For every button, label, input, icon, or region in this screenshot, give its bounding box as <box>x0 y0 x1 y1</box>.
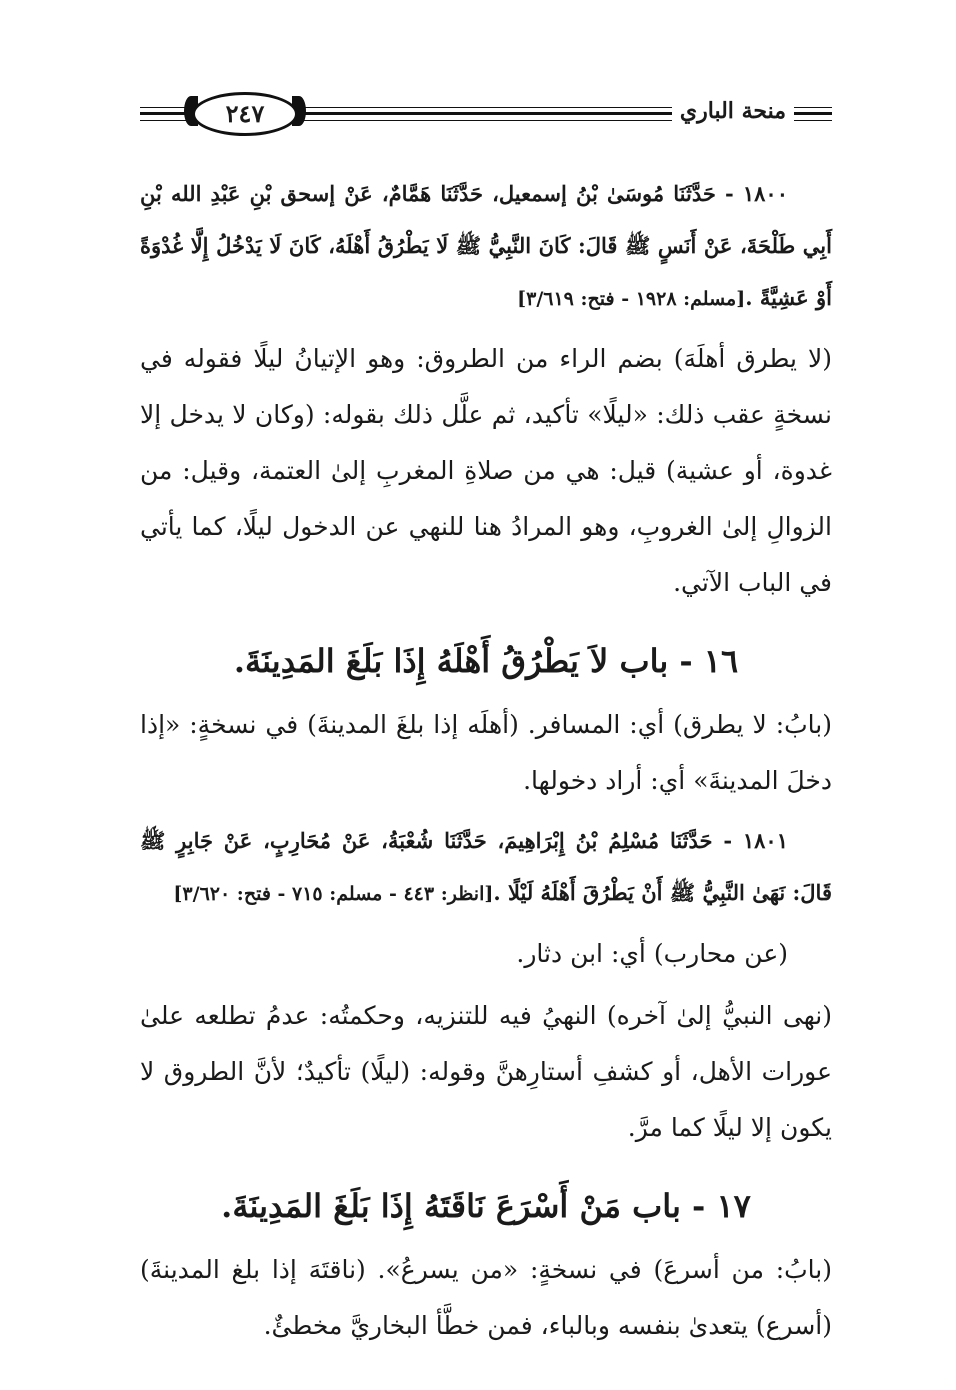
hadith-1801 <box>140 815 832 920</box>
chapter-heading: ١٦ - باب لاَ يَطْرُقُ أَهْلَهُ إِذَا بَلَغَ المَدِينَةَ. <box>233 642 739 680</box>
running-title: منحة الباري <box>672 98 794 124</box>
chapter-heading: ١٧ - باب مَنْ أَسْرَعَ نَاقَتَهُ إِذَا بَلَغَ المَدِينَةَ. <box>221 1187 751 1225</box>
commentary-paragraph: (لا يطرق أهلَهَ) بضم الراء من الطروق: وهو الإتيانُ ليلًا فقوله في نسخةٍ عقب ذلك: «ليلًا» تأكيد، ثم علَّل ذلك بقوله: (وكان لا يدخل إلا غدوة، أو عشية) قيل: هي من صلاةِ المغربِ إلىٰ العتمة، وقيل: من الزوالِ إلىٰ الغروبِ، وهو المرادُ هنا للنهي عن الدخول ليلًا، كما يأتي في الباب الآتي. <box>140 344 832 597</box>
commentary-paragraph: (عن محارب) أي: ابن دثار. <box>516 939 788 968</box>
page-header <box>140 92 832 142</box>
commentary-paragraph: (نهى النبيُّ إلىٰ آخره) النهيُ فيه للتنزيه، وحكمتُه: عدمُ تطلعه علىٰ عورات الأهل، أو كشفِ أستارِهنَّ وقوله: (ليلًا) تأكيدٌ؛ لأنَّ الطروق لا يكون إلا ليلًا كما مرَّ. <box>140 1001 832 1142</box>
page-body <box>140 168 832 1360</box>
hadith-reference: [انظر: ٤٤٣ - مسلم: ٧١٥ - فتح: ٣/٦٢٠] <box>173 883 494 905</box>
chapter-explanation: (بابُ: لا يطرق) أي: المسافر. (أهلَه إذا بلغَ المدينةَ) في نسخةٍ: «إذا دخلَ المدينةَ» أي: أراد دخولها. <box>140 710 832 795</box>
page-number: ٢٤٧ <box>192 92 298 136</box>
chapter-explanation: (بابُ: من أسرعَ) في نسخةٍ: «من يسرعُ». (ناقتَهَ إذا بلغ المدينةَ) (أسرع) يتعدىٰ بنفسه وبالباء، فمن خطَّأ البخاريَّ مخطئٌ. <box>140 1255 832 1340</box>
hadith-reference: [مسلم: ١٩٢٨ - فتح: ٣/٦١٩] <box>517 288 746 310</box>
hadith-text: ١٨٠٠ - حَدَّثَنَا مُوسَىٰ بْنُ إسمعيل، حَدَّثَنَا هَمَّامٌ، عَنْ إسحق بْنِ عَبْدِ الله بْنِ أَبِي طَلْحَةَ، عَنْ أَنَسٍ ﷺ قَالَ: كَانَ النَّبِيُّ ﷺ لَا يَطْرُقُ أَهْلَهُ، كَانَ لَا يَدْخُلُ إِلَّا غُدْوَةً أَوْ عَشِيَّةً . <box>140 181 832 310</box>
hadith-text: ١٨٠١ - حَدَّثَنَا مُسْلِمُ بْنُ إِبْرَاهِيمَ، حَدَّثَنَا شُعْبَةُ، عَنْ مُحَارِبٍ، عَنْ جَابِرٍ ﷺ قَالَ: نَهَىٰ النَّبِيُّ ﷺ أَنْ يَطْرُقَ أَهْلَهُ لَيْلًا . <box>140 828 832 905</box>
hadith-1800 <box>140 168 832 325</box>
